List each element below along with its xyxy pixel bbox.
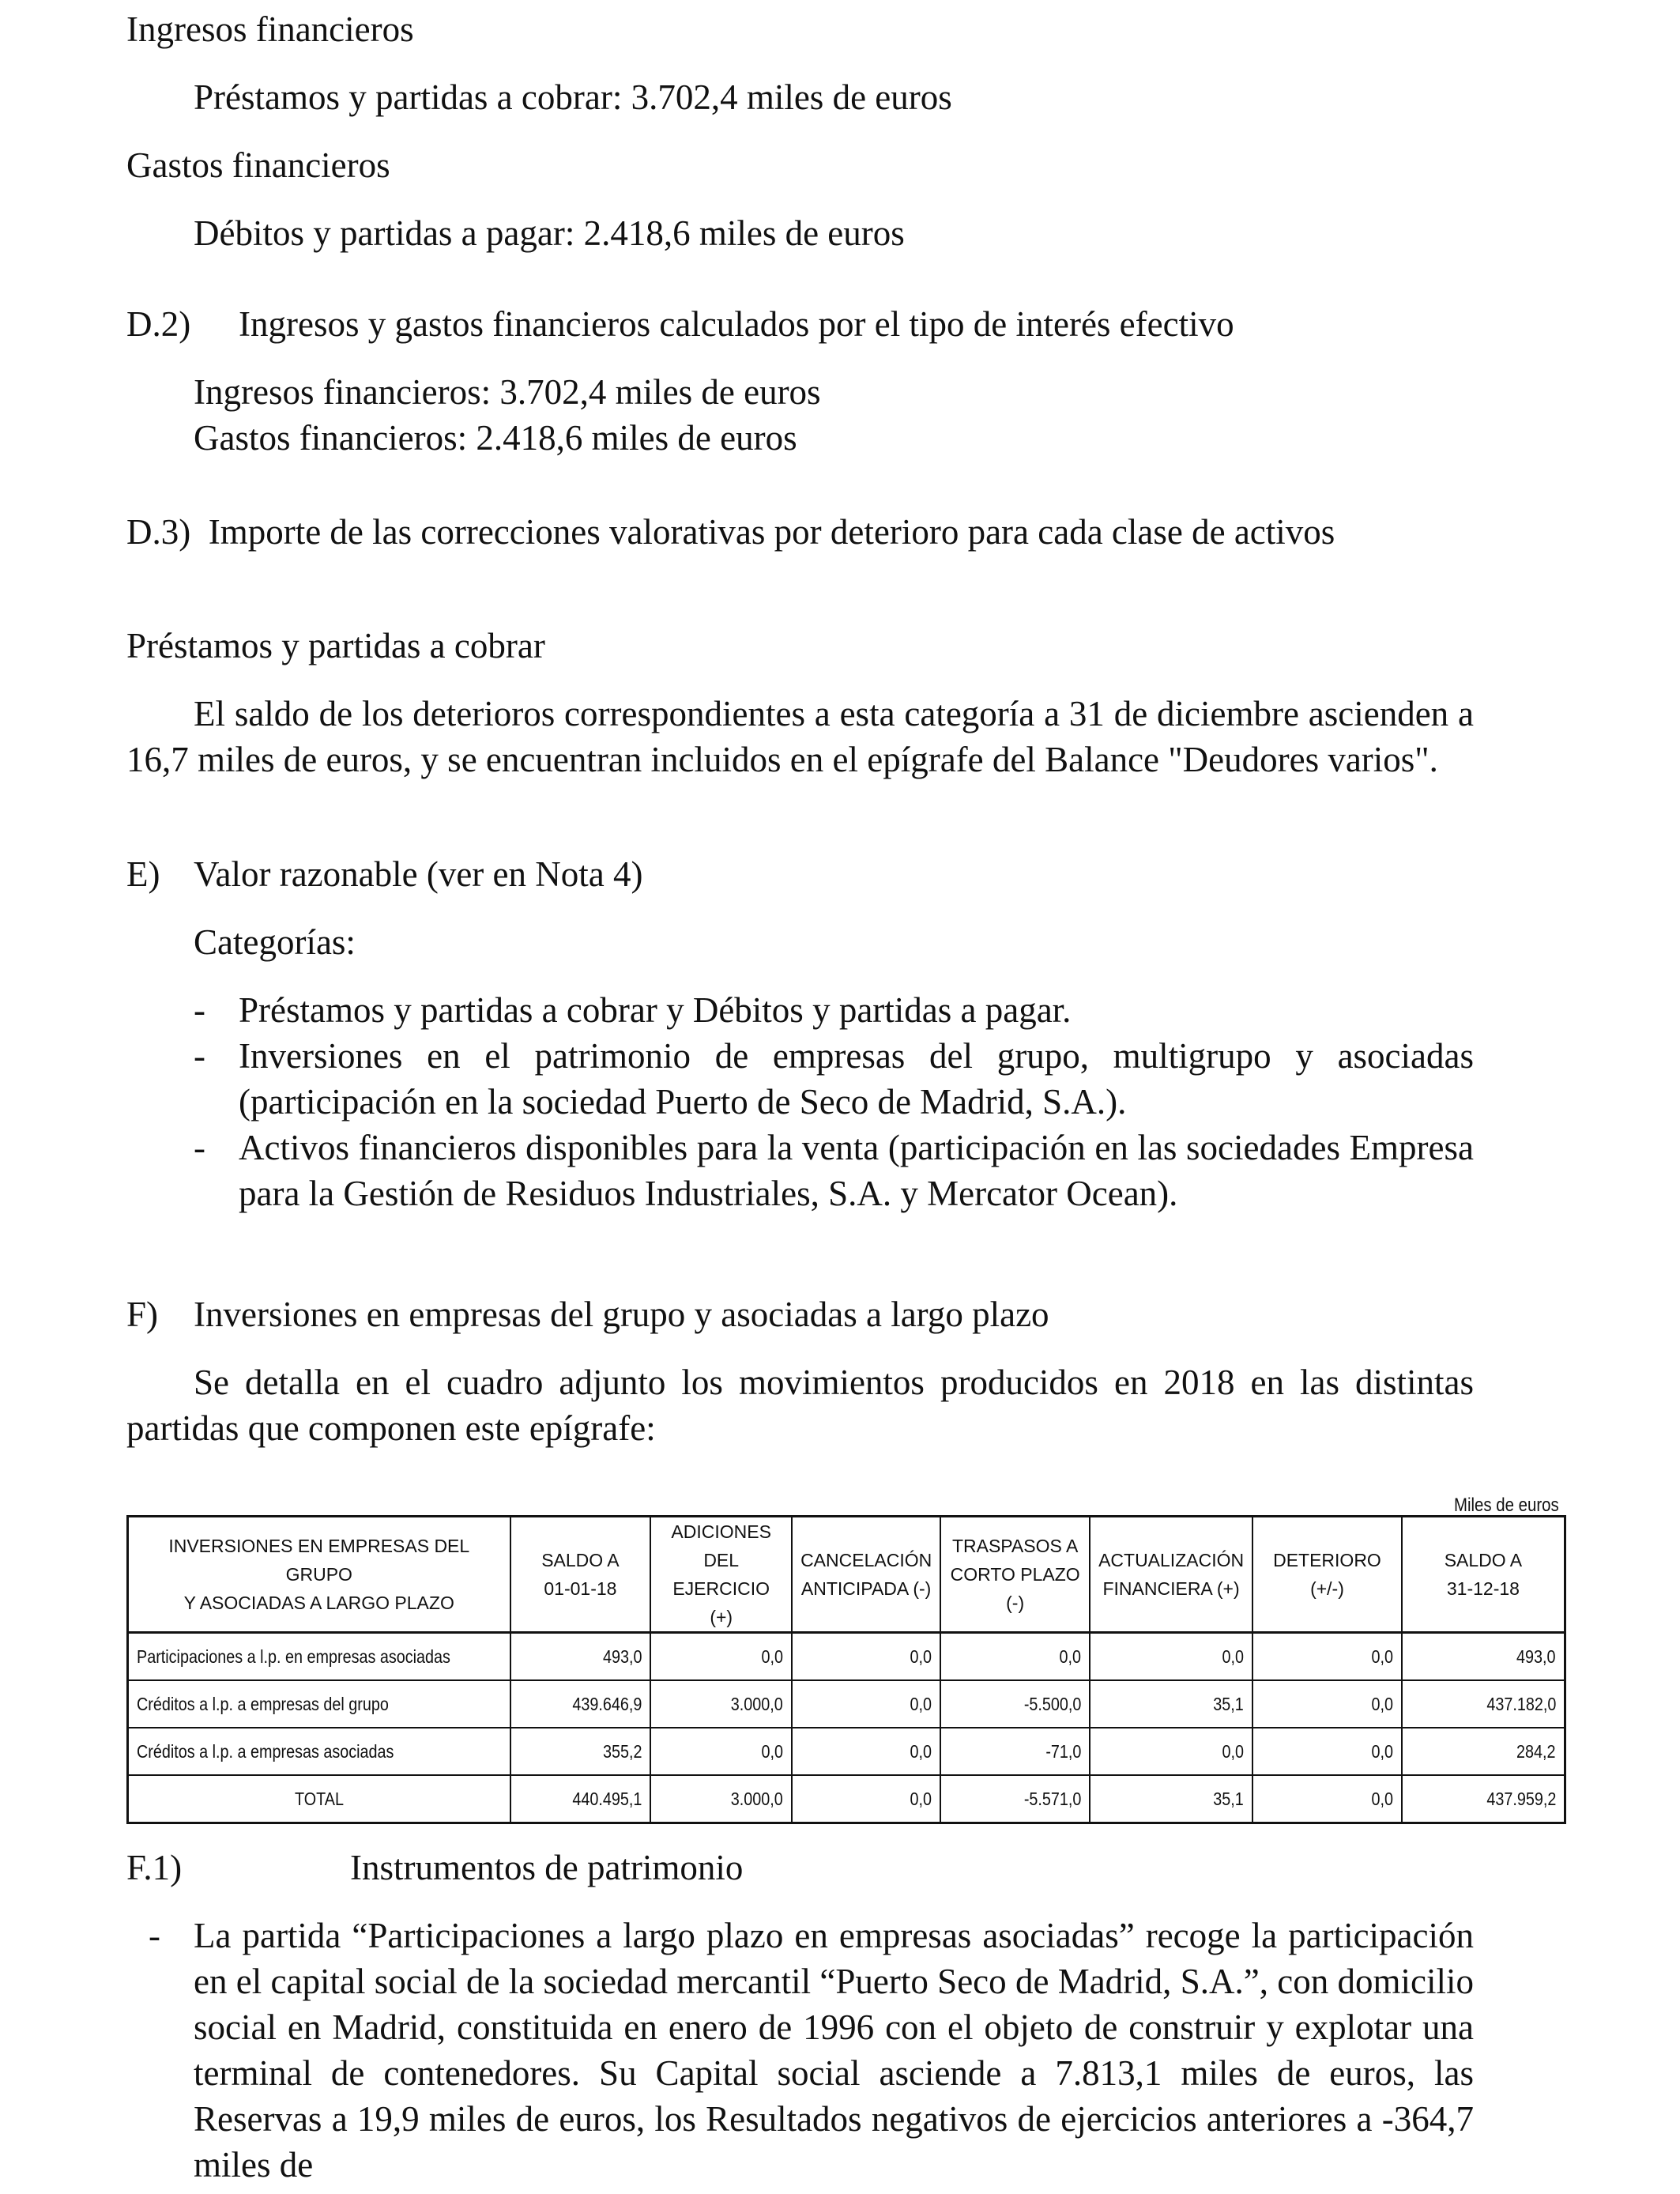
- f-paragraph: Se detalla en el cuadro adjunto los movimientos producidos en 2018 en las distintas partidas que componen este epígrafe:: [126, 1363, 1474, 1448]
- total-value: -5.571,0: [940, 1775, 1090, 1823]
- line-prestamos-cobrar: Préstamos y partidas a cobrar: 3.702,4 miles de euros: [194, 77, 952, 117]
- section-f1-title: Instrumentos de patrimonio: [350, 1848, 744, 1887]
- header-line: FINANCIERA (+): [1102, 1578, 1240, 1599]
- section-d2-title: Ingresos y gastos financieros calculados por el tipo de interés efectivo: [239, 304, 1234, 344]
- f1-paragraph: La partida “Participaciones a largo plazo en empresas asociadas” recoge la participación en el capital social de la sociedad mercantil “Puerto Seco de Madrid, S.A.”, con domicilio social en Madrid, constituida en enero de 1996 con el objeto de construir y explotar una terminal de contenedores. Su Capital social asciende a 7.813,1 miles de euros, las Reservas a 19,9 miles de euros, los Resultados negativos de ejercicios anteriores a -364,7 miles de: [194, 1916, 1474, 2185]
- line-debitos-pagar: Débitos y partidas a pagar: 2.418,6 miles de euros: [194, 213, 905, 253]
- cell-value: 35,1: [1090, 1680, 1252, 1728]
- header-line: CORTO PLAZO (-): [950, 1564, 1080, 1613]
- cell-value: 3.000,0: [650, 1680, 792, 1728]
- header-line: SALDO A: [541, 1550, 620, 1570]
- col-header-impairment: [1252, 1517, 1402, 1633]
- heading-ingresos-financieros: Ingresos financieros: [126, 9, 414, 49]
- section-d2-number: D.2): [126, 304, 191, 344]
- cell-value: -71,0: [940, 1728, 1090, 1775]
- col-header-investments: [128, 1517, 510, 1633]
- cell-value: 0,0: [650, 1728, 792, 1775]
- col-header-additions: [650, 1517, 792, 1633]
- table-units-label: Miles de euros: [1454, 1495, 1559, 1516]
- col-header-opening-balance: [510, 1517, 651, 1633]
- table-row: [128, 1633, 1565, 1681]
- header-line: DETERIORO: [1273, 1550, 1381, 1570]
- cell-value: 284,2: [1402, 1728, 1565, 1775]
- section-f-number: F): [126, 1295, 159, 1334]
- table-row: [128, 1728, 1565, 1775]
- cell-value: 439.646,9: [510, 1680, 651, 1728]
- bullet-dash: -: [194, 990, 205, 1030]
- e-bullet-3: Activos financieros disponibles para la venta (participación en las sociedades Empresa para la Gestión de Residuos Industriales, S.A. y Mercator Ocean).: [239, 1128, 1474, 1213]
- total-value: 440.495,1: [510, 1775, 651, 1823]
- table-row: [128, 1680, 1565, 1728]
- total-label: TOTAL: [128, 1775, 510, 1823]
- table-total-row: [128, 1775, 1565, 1823]
- bullet-dash: -: [194, 1036, 205, 1076]
- cell-value: 0,0: [1252, 1680, 1402, 1728]
- header-line: Y ASOCIADAS A LARGO PLAZO: [183, 1593, 454, 1613]
- header-line: DEL EJERCICIO (+): [672, 1550, 770, 1627]
- cell-value: 0,0: [792, 1633, 940, 1681]
- cell-value: 0,0: [792, 1680, 940, 1728]
- cell-value: 355,2: [510, 1728, 651, 1775]
- cell-value: 0,0: [940, 1633, 1090, 1681]
- total-value: 3.000,0: [650, 1775, 792, 1823]
- header-line: ACTUALIZACIÓN: [1098, 1550, 1245, 1570]
- header-line: ANTICIPADA (-): [800, 1578, 932, 1599]
- row-label: Créditos a l.p. a empresas del grupo: [128, 1680, 510, 1728]
- bullet-dash: -: [194, 1128, 205, 1167]
- heading-gastos-financieros: Gastos financieros: [126, 145, 390, 185]
- cell-value: 493,0: [510, 1633, 651, 1681]
- section-f1-number: F.1): [126, 1848, 183, 1887]
- e-categorias-label: Categorías:: [194, 922, 356, 962]
- total-value: 0,0: [1252, 1775, 1402, 1823]
- cell-value: 0,0: [650, 1633, 792, 1681]
- cell-value: 493,0: [1402, 1633, 1565, 1681]
- col-header-early-cancellation: [792, 1517, 940, 1633]
- col-header-financial-update: [1090, 1517, 1252, 1633]
- d2-gastos-line: Gastos financieros: 2.418,6 miles de euros: [194, 418, 797, 458]
- cell-value: 0,0: [1252, 1728, 1402, 1775]
- e-bullet-2: Inversiones en el patrimonio de empresas del grupo, multigrupo y asociadas (participación en la sociedad Puerto de Seco de Madrid, S.A.).: [239, 1036, 1474, 1122]
- e-bullet-1: Préstamos y partidas a cobrar y Débitos y partidas a pagar.: [239, 990, 1072, 1030]
- section-e-number: E): [126, 854, 160, 894]
- cell-value: -5.500,0: [940, 1680, 1090, 1728]
- total-value: 437.959,2: [1402, 1775, 1565, 1823]
- header-line: 31-12-18: [1446, 1578, 1520, 1599]
- d3-paragraph: El saldo de los deterioros correspondientes a esta categoría a 31 de diciembre ascienden a 16,7 miles de euros, y se encuentran incluidos en el epígrafe del Balance "Deudores varios".: [126, 694, 1474, 779]
- col-header-closing-balance: [1402, 1517, 1565, 1633]
- header-line: ADICIONES: [671, 1521, 771, 1542]
- section-f-title: Inversiones en empresas del grupo y asociadas a largo plazo: [194, 1295, 1049, 1334]
- col-header-transfers: [940, 1517, 1090, 1633]
- header-line: SALDO A: [1444, 1550, 1523, 1570]
- d2-ingresos-line: Ingresos financieros: 3.702,4 miles de euros: [194, 372, 821, 412]
- row-label: Participaciones a l.p. en empresas asociadas: [128, 1633, 510, 1681]
- table-header-row: [128, 1517, 1565, 1633]
- total-value: 0,0: [792, 1775, 940, 1823]
- header-line: (+/-): [1310, 1578, 1344, 1599]
- header-line: 01-01-18: [544, 1578, 617, 1599]
- header-line: INVERSIONES EN EMPRESAS DEL GRUPO: [168, 1536, 470, 1585]
- section-d3-title: D.3) Importe de las correcciones valorativas por deterioro para cada clase de activos: [126, 512, 1335, 552]
- cell-value: 437.182,0: [1402, 1680, 1565, 1728]
- header-line: CANCELACIÓN: [800, 1550, 932, 1570]
- bullet-dash: -: [149, 1916, 160, 1955]
- d3-subheading: Préstamos y partidas a cobrar: [126, 626, 545, 665]
- cell-value: 0,0: [1090, 1728, 1252, 1775]
- row-label: Créditos a l.p. a empresas asociadas: [128, 1728, 510, 1775]
- header-line: TRASPASOS A: [951, 1536, 1079, 1556]
- total-value: 35,1: [1090, 1775, 1252, 1823]
- investments-movement-table: [126, 1515, 1566, 1824]
- cell-value: 0,0: [1252, 1633, 1402, 1681]
- section-e-title: Valor razonable (ver en Nota 4): [194, 854, 643, 894]
- cell-value: 0,0: [792, 1728, 940, 1775]
- cell-value: 0,0: [1090, 1633, 1252, 1681]
